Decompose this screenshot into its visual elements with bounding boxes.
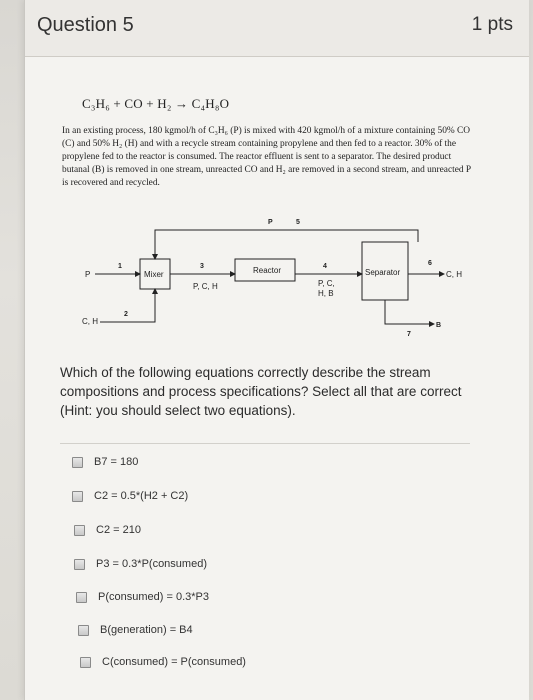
stream-6-label: 6 <box>428 260 432 267</box>
feed-ch-label: C, H <box>82 317 98 326</box>
option-2-label: C2 = 0.5*(H2 + C2) <box>94 490 189 502</box>
option-6-checkbox[interactable] <box>78 625 89 636</box>
stream-5-label: 5 <box>296 219 300 226</box>
option-2[interactable] <box>72 490 188 502</box>
reactor-label: Reactor <box>253 266 282 275</box>
stream-4-composition-1: P, C, <box>318 279 335 288</box>
question-header <box>25 0 529 57</box>
process-flow-diagram <box>60 212 480 352</box>
stream-7-composition: B <box>436 322 442 329</box>
separator-label: Separator <box>365 268 401 277</box>
option-7-label: C(consumed) = P(consumed) <box>102 656 246 668</box>
mixer-label: Mixer <box>144 270 164 279</box>
option-4-label: P3 = 0.3*P(consumed) <box>96 558 207 570</box>
problem-statement: In an existing process, 180 kgmol/h of C₃H₆ (P) is mixed with 420 kgmol/h of a mixture containing 50% CO (C) and 50% H₂ (H) and with a recycle stream containing propylene and then fed to a reactor. 30% of the propylene fed to the reactor is consumed. The reactor effluent is sent to a separator. The desired product butanal (B) is removed in one stream, unreacted CO and H₂ are removed in a second stream, and unreacted P is recovered and recycled. <box>62 126 471 188</box>
option-6[interactable] <box>78 624 193 636</box>
recycle-stream-line <box>155 230 418 259</box>
question-prompt: Which of the following equations correctly describe the stream compositions and process specifications? Select all that are correct (Hint: you should select two equations). <box>60 365 462 418</box>
divider <box>60 443 470 444</box>
option-2-checkbox[interactable] <box>72 491 83 502</box>
option-6-label: B(generation) = B4 <box>100 624 193 636</box>
option-1[interactable] <box>72 456 138 468</box>
reaction-equation: C₃H₆ + CO + H₂ → C₄H₈O <box>82 96 230 111</box>
option-3-checkbox[interactable] <box>74 525 85 536</box>
stream-3-label: 3 <box>200 263 204 270</box>
option-3-label: C2 = 210 <box>96 524 141 536</box>
stream-4-composition-2: H, B <box>318 289 334 298</box>
stream-4-label: 4 <box>323 263 327 270</box>
stream-3-composition: P, C, H <box>193 282 218 291</box>
option-7-checkbox[interactable] <box>80 657 91 668</box>
option-7[interactable] <box>80 656 246 668</box>
option-5-checkbox[interactable] <box>76 592 87 603</box>
question-title: Question 5 <box>37 14 134 36</box>
option-1-checkbox[interactable] <box>72 457 83 468</box>
option-5-label: P(consumed) = 0.3*P3 <box>98 591 209 603</box>
option-1-label: B7 = 180 <box>94 456 139 468</box>
option-4[interactable] <box>74 558 207 570</box>
option-4-checkbox[interactable] <box>74 559 85 570</box>
stream-7-line <box>385 300 434 324</box>
stream-1-label: 1 <box>118 263 122 270</box>
recycle-label: P <box>268 219 273 226</box>
stream-2-label: 2 <box>124 311 128 318</box>
question-points: 1 pts <box>471 14 513 35</box>
stream-6-composition: C, H <box>446 270 462 279</box>
option-3[interactable] <box>74 524 141 536</box>
stream-7-label: 7 <box>407 331 411 338</box>
option-5[interactable] <box>76 591 209 603</box>
feed-p-label: P <box>85 270 91 279</box>
